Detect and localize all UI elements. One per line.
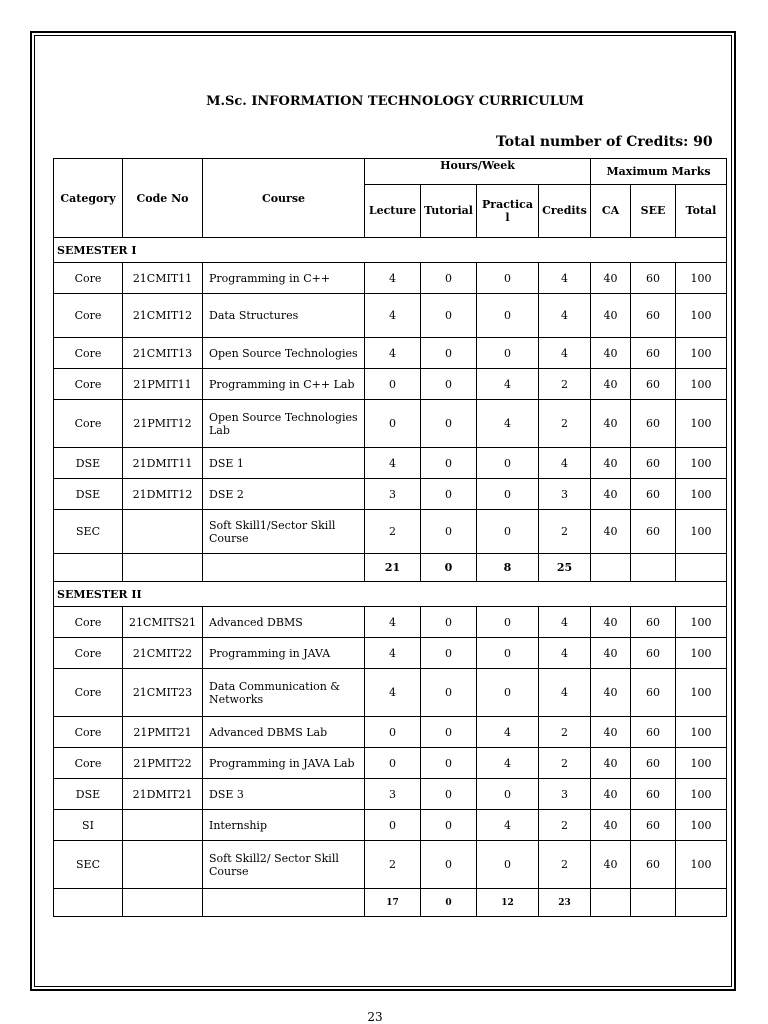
- cell-practical: 4: [477, 810, 539, 841]
- cell-ca: 40: [591, 369, 631, 400]
- total-cell-ca: [591, 554, 631, 582]
- cell-see: 60: [631, 717, 676, 748]
- total-cell-ca: [591, 889, 631, 917]
- curriculum-table: [53, 158, 727, 917]
- cell-lecture: 4: [365, 263, 421, 294]
- total-cell-course: [203, 554, 365, 582]
- cell-lecture: 4: [365, 638, 421, 669]
- cell-total: 100: [676, 294, 727, 338]
- table-row: [54, 779, 727, 810]
- cell-total: 100: [676, 448, 727, 479]
- cell-code: 21CMIT12: [123, 294, 203, 338]
- cell-code: 21CMIT22: [123, 638, 203, 669]
- cell-see: 60: [631, 638, 676, 669]
- cell-credits: 4: [539, 448, 591, 479]
- cell-category: Core: [54, 638, 123, 669]
- cell-course: DSE 1: [203, 448, 365, 479]
- cell-practical: 0: [477, 479, 539, 510]
- cell-practical: 0: [477, 510, 539, 554]
- cell-see: 60: [631, 669, 676, 717]
- total-cell-code: [123, 554, 203, 582]
- cell-practical: 0: [477, 294, 539, 338]
- table-row: [54, 263, 727, 294]
- cell-lecture: 4: [365, 448, 421, 479]
- cell-ca: 40: [591, 638, 631, 669]
- page-title: M.Sc. INFORMATION TECHNOLOGY CURRICULUM: [206, 94, 584, 109]
- cell-credits: 4: [539, 294, 591, 338]
- cell-see: 60: [631, 294, 676, 338]
- cell-code: 21CMIT13: [123, 338, 203, 369]
- cell-ca: 40: [591, 810, 631, 841]
- cell-course: Open Source Technologies: [203, 338, 365, 369]
- cell-code: 21DMIT11: [123, 448, 203, 479]
- cell-see: 60: [631, 448, 676, 479]
- cell-ca: 40: [591, 448, 631, 479]
- cell-ca: 40: [591, 717, 631, 748]
- cell-code: 21CMIT23: [123, 669, 203, 717]
- cell-course: Programming in C++ Lab: [203, 369, 365, 400]
- cell-credits: 4: [539, 338, 591, 369]
- cell-tutorial: 0: [421, 479, 477, 510]
- table-row: [54, 841, 727, 889]
- cell-code: [123, 841, 203, 889]
- cell-code: [123, 510, 203, 554]
- total-cell-code: [123, 889, 203, 917]
- cell-code: 21DMIT12: [123, 479, 203, 510]
- cell-see: 60: [631, 510, 676, 554]
- cell-ca: 40: [591, 263, 631, 294]
- total-cell-credits: 23: [539, 889, 591, 917]
- cell-code: 21CMITS21: [123, 607, 203, 638]
- table-row: [54, 638, 727, 669]
- total-cell-lecture: 21: [365, 554, 421, 582]
- totals-row: [54, 554, 727, 582]
- cell-see: 60: [631, 263, 676, 294]
- header-category: Category: [54, 159, 123, 238]
- cell-course: Advanced DBMS Lab: [203, 717, 365, 748]
- cell-credits: 2: [539, 841, 591, 889]
- cell-practical: 4: [477, 369, 539, 400]
- cell-ca: 40: [591, 294, 631, 338]
- cell-category: DSE: [54, 779, 123, 810]
- cell-course: Soft Skill1/Sector Skill Course: [203, 510, 365, 554]
- cell-ca: 40: [591, 607, 631, 638]
- cell-total: 100: [676, 748, 727, 779]
- cell-lecture: 4: [365, 607, 421, 638]
- cell-total: 100: [676, 479, 727, 510]
- cell-tutorial: 0: [421, 841, 477, 889]
- cell-ca: 40: [591, 479, 631, 510]
- cell-category: Core: [54, 717, 123, 748]
- cell-see: 60: [631, 338, 676, 369]
- cell-tutorial: 0: [421, 638, 477, 669]
- cell-course: Internship: [203, 810, 365, 841]
- cell-total: 100: [676, 810, 727, 841]
- cell-total: 100: [676, 779, 727, 810]
- header-see: SEE: [631, 184, 676, 237]
- cell-lecture: 4: [365, 294, 421, 338]
- cell-tutorial: 0: [421, 369, 477, 400]
- total-cell-practical: 12: [477, 889, 539, 917]
- table-row: [54, 510, 727, 554]
- cell-total: 100: [676, 369, 727, 400]
- cell-ca: 40: [591, 669, 631, 717]
- total-cell-total: [676, 889, 727, 917]
- cell-practical: 4: [477, 717, 539, 748]
- cell-practical: 0: [477, 607, 539, 638]
- table-row: [54, 607, 727, 638]
- cell-practical: 0: [477, 638, 539, 669]
- cell-practical: 0: [477, 779, 539, 810]
- header-practical: Practical: [477, 184, 539, 237]
- cell-total: 100: [676, 400, 727, 448]
- cell-tutorial: 0: [421, 294, 477, 338]
- cell-code: 21PMIT21: [123, 717, 203, 748]
- cell-tutorial: 0: [421, 510, 477, 554]
- cell-category: Core: [54, 338, 123, 369]
- cell-total: 100: [676, 338, 727, 369]
- cell-total: 100: [676, 717, 727, 748]
- cell-see: 60: [631, 841, 676, 889]
- table-row: [54, 669, 727, 717]
- total-cell-lecture: 17: [365, 889, 421, 917]
- cell-course: Data Communication & Networks: [203, 669, 365, 717]
- cell-practical: 0: [477, 841, 539, 889]
- cell-credits: 3: [539, 479, 591, 510]
- cell-category: Core: [54, 369, 123, 400]
- cell-total: 100: [676, 638, 727, 669]
- cell-practical: 0: [477, 669, 539, 717]
- cell-practical: 4: [477, 748, 539, 779]
- total-cell-tutorial: 0: [421, 554, 477, 582]
- cell-credits: 4: [539, 263, 591, 294]
- header-max-marks: Maximum Marks: [591, 159, 727, 185]
- cell-course: DSE 2: [203, 479, 365, 510]
- semester-header-row: [54, 238, 727, 263]
- cell-course: Soft Skill2/ Sector Skill Course: [203, 841, 365, 889]
- cell-code: 21CMIT11: [123, 263, 203, 294]
- cell-credits: 2: [539, 717, 591, 748]
- cell-see: 60: [631, 748, 676, 779]
- cell-credits: 3: [539, 779, 591, 810]
- header-lecture: Lecture: [365, 184, 421, 237]
- cell-see: 60: [631, 607, 676, 638]
- cell-see: 60: [631, 369, 676, 400]
- cell-lecture: 0: [365, 369, 421, 400]
- cell-practical: 0: [477, 338, 539, 369]
- cell-lecture: 2: [365, 841, 421, 889]
- cell-tutorial: 0: [421, 338, 477, 369]
- cell-lecture: 3: [365, 479, 421, 510]
- total-credits: Total number of Credits: 90: [496, 134, 713, 150]
- cell-credits: 2: [539, 510, 591, 554]
- header-hours-week: Hours/Week: [365, 159, 591, 185]
- cell-see: 60: [631, 810, 676, 841]
- cell-category: Core: [54, 748, 123, 779]
- cell-credits: 4: [539, 638, 591, 669]
- cell-category: Core: [54, 607, 123, 638]
- cell-category: SEC: [54, 510, 123, 554]
- cell-see: 60: [631, 779, 676, 810]
- cell-category: DSE: [54, 448, 123, 479]
- semester-header-row: [54, 582, 727, 607]
- cell-category: Core: [54, 669, 123, 717]
- header-row-1: [54, 159, 727, 185]
- total-cell-tutorial: 0: [421, 889, 477, 917]
- total-cell-practical: 8: [477, 554, 539, 582]
- cell-see: 60: [631, 479, 676, 510]
- cell-tutorial: 0: [421, 748, 477, 779]
- semester-label: SEMESTER I: [54, 238, 727, 263]
- cell-credits: 2: [539, 400, 591, 448]
- cell-category: Core: [54, 263, 123, 294]
- cell-course: Programming in JAVA Lab: [203, 748, 365, 779]
- cell-tutorial: 0: [421, 779, 477, 810]
- total-cell-see: [631, 554, 676, 582]
- cell-total: 100: [676, 607, 727, 638]
- cell-course: Programming in JAVA: [203, 638, 365, 669]
- header-credits: Credits: [539, 184, 591, 237]
- cell-ca: 40: [591, 400, 631, 448]
- header-code: Code No: [123, 159, 203, 238]
- cell-lecture: 0: [365, 810, 421, 841]
- cell-tutorial: 0: [421, 448, 477, 479]
- cell-ca: 40: [591, 510, 631, 554]
- cell-category: SI: [54, 810, 123, 841]
- cell-lecture: 4: [365, 338, 421, 369]
- header-tutorial: Tutorial: [421, 184, 477, 237]
- table-row: [54, 400, 727, 448]
- cell-credits: 2: [539, 369, 591, 400]
- cell-credits: 2: [539, 748, 591, 779]
- header-ca: CA: [591, 184, 631, 237]
- cell-total: 100: [676, 510, 727, 554]
- cell-lecture: 4: [365, 669, 421, 717]
- semester-label: SEMESTER II: [54, 582, 727, 607]
- cell-lecture: 3: [365, 779, 421, 810]
- table-row: [54, 479, 727, 510]
- cell-code: 21PMIT12: [123, 400, 203, 448]
- cell-code: 21PMIT22: [123, 748, 203, 779]
- cell-credits: 4: [539, 669, 591, 717]
- cell-course: Open Source Technologies Lab: [203, 400, 365, 448]
- table-row: [54, 810, 727, 841]
- page-number: 23: [367, 1010, 383, 1024]
- cell-lecture: 0: [365, 717, 421, 748]
- cell-ca: 40: [591, 841, 631, 889]
- total-cell-see: [631, 889, 676, 917]
- cell-practical: 4: [477, 400, 539, 448]
- header-total: Total: [676, 184, 727, 237]
- header-course: Course: [203, 159, 365, 238]
- cell-tutorial: 0: [421, 717, 477, 748]
- total-cell-total: [676, 554, 727, 582]
- table-row: [54, 294, 727, 338]
- cell-practical: 0: [477, 263, 539, 294]
- total-cell-course: [203, 889, 365, 917]
- table-row: [54, 338, 727, 369]
- cell-code: 21PMIT11: [123, 369, 203, 400]
- total-cell-category: [54, 889, 123, 917]
- cell-ca: 40: [591, 748, 631, 779]
- totals-row: [54, 889, 727, 917]
- cell-ca: 40: [591, 338, 631, 369]
- cell-tutorial: 0: [421, 263, 477, 294]
- cell-code: [123, 810, 203, 841]
- cell-lecture: 2: [365, 510, 421, 554]
- total-cell-category: [54, 554, 123, 582]
- cell-lecture: 0: [365, 400, 421, 448]
- cell-code: 21DMIT21: [123, 779, 203, 810]
- table-row: [54, 748, 727, 779]
- cell-practical: 0: [477, 448, 539, 479]
- table-row: [54, 369, 727, 400]
- cell-category: DSE: [54, 479, 123, 510]
- cell-tutorial: 0: [421, 400, 477, 448]
- cell-total: 100: [676, 263, 727, 294]
- cell-see: 60: [631, 400, 676, 448]
- cell-category: Core: [54, 400, 123, 448]
- cell-tutorial: 0: [421, 607, 477, 638]
- cell-total: 100: [676, 841, 727, 889]
- total-cell-credits: 25: [539, 554, 591, 582]
- cell-tutorial: 0: [421, 810, 477, 841]
- cell-credits: 2: [539, 810, 591, 841]
- cell-category: SEC: [54, 841, 123, 889]
- cell-course: Advanced DBMS: [203, 607, 365, 638]
- cell-category: Core: [54, 294, 123, 338]
- cell-course: Programming in C++: [203, 263, 365, 294]
- cell-total: 100: [676, 669, 727, 717]
- cell-ca: 40: [591, 779, 631, 810]
- cell-course: DSE 3: [203, 779, 365, 810]
- table-row: [54, 717, 727, 748]
- table-row: [54, 448, 727, 479]
- cell-course: Data Structures: [203, 294, 365, 338]
- cell-tutorial: 0: [421, 669, 477, 717]
- cell-credits: 4: [539, 607, 591, 638]
- cell-lecture: 0: [365, 748, 421, 779]
